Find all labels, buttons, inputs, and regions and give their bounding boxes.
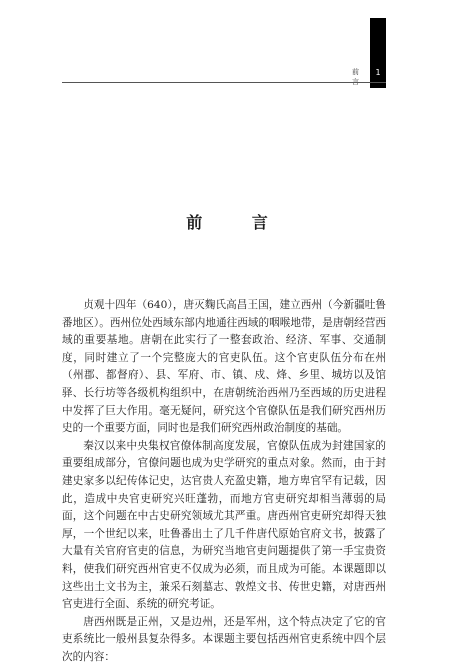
page-number: 1 [375,68,381,77]
running-head: 前 言 [352,68,366,86]
paragraph-1: 贞观十四年（640），唐灭麴氏高昌王国，建立西州（今新疆吐鲁番地区）。西州位处西域东部内地通往西域的咽喉地带，是唐朝经营西域的重要基地。唐朝在此实行了一整套政治、经济、军事、交通制度，同时建立了一个完整庞大的官吏队伍。这个官吏队伍分布在州（州郡、都督府）、县、军府、市、镇、戍、烽、乡里、城坊以及馆驿、长行坊等各级机构组织中，在唐朝统治西州乃至西域的历史进程中发挥了巨大作用。毫无疑问，研究这个官僚队伍是我们研究西州历史的一个重要方面，同时也是我们研究西州政治制度的基础。 [62,299,386,435]
page-title: 前 言 [186,213,290,232]
header-rule [62,82,386,83]
paragraph-2: 秦汉以来中央集权官僚体制高度发展，官僚队伍成为封建国家的重要组成部分，官僚问题也成为史学研究的重点对象。然而，由于封建史家多以纪传体记史，达官贵人充盈史籍，地方卑官罕有记载，因此，造成中央官吏研究兴旺蓬勃，而地方官吏研究却相当薄弱的局面，这个问题在中古史研究领域尤其严重。唐西州官吏研究却得天独厚，一个世纪以来，吐鲁番出土了几千件唐代原始官府文书，披露了大量有关官府官吏的信息，为研究当地官吏问题提供了第一手宝贵资料，使我们研究西州官吏不仅成为必须，而且成为可能。本课题即以这些出土文书为主，兼采石刻墓志、敦煌文书、传世史籍，对唐西州官吏进行全面、系统的研究考证。 [62,439,386,611]
paragraph-3: 唐西州既是正州，又是边州，还是军州，这个特点决定了它的官吏系统比一般州县复杂得多。本课题主要包括西州官吏系统中四个层次的内容： [62,615,386,663]
body-text [62,297,386,666]
chapter-tab [370,18,386,88]
